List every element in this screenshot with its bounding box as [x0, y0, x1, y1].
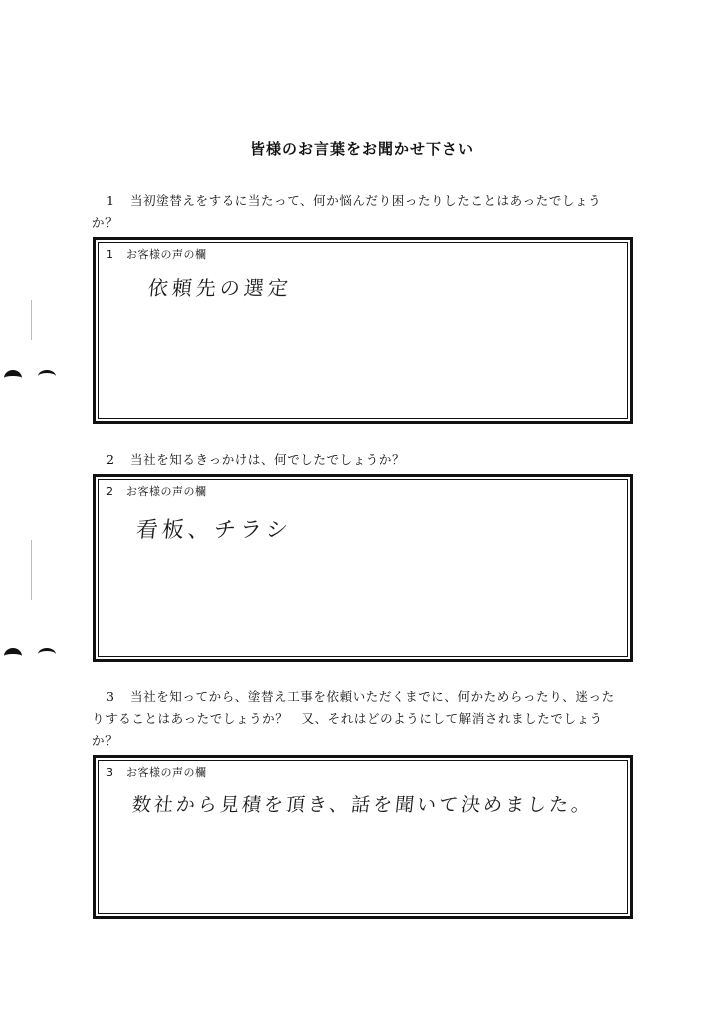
- answer-box-2-number: 2: [106, 485, 114, 498]
- punch-hole-mark-bottom-right: [38, 648, 56, 661]
- scan-artifact-line: [31, 540, 32, 600]
- page-title: 皆様のお言葉をお聞かせ下さい: [249, 140, 474, 158]
- answer-box-1: [93, 237, 633, 424]
- question-1-text: 当初塗替えをするに当たって、何か悩んだり困ったりしたことはあったでしょう: [130, 193, 602, 208]
- punch-hole-mark-bottom-left: [4, 648, 22, 664]
- answer-3-handwritten: 数社から見積を頂き、話を聞いて決めました。: [130, 794, 595, 816]
- answer-box-3: [93, 755, 633, 919]
- punch-hole-mark-top-right: [38, 370, 56, 383]
- scan-artifact-line: [31, 300, 32, 340]
- question-3-text-line-1: 当社を知ってから、塗替え工事を依頼いただくまでに、何かためらったり、迷った: [130, 689, 615, 704]
- answer-box-3-label: [106, 764, 207, 780]
- question-3-line-2: りすることはあったでしょうか？ 又、それはどのようにして解消されましたでしょう: [92, 711, 603, 726]
- answer-box-1-label-text: お客様の声の欄: [126, 248, 207, 261]
- answer-2-handwritten: 看板、チラシ: [134, 518, 294, 543]
- answer-1-handwritten: 依頼先の選定: [146, 276, 294, 300]
- answer-box-3-number: 3: [106, 766, 114, 779]
- answer-box-1-number: 1: [106, 248, 114, 261]
- answer-box-1-label: [106, 246, 207, 262]
- answer-box-2: [93, 474, 633, 662]
- answer-box-2-label: [106, 483, 207, 499]
- question-1: [92, 190, 637, 234]
- punch-hole-mark-top-left: [4, 370, 22, 386]
- question-1-number: 1: [106, 193, 115, 208]
- question-2: [92, 449, 637, 471]
- question-2-number: 2: [106, 452, 115, 467]
- question-1-line-2: か？: [92, 215, 119, 230]
- question-2-text: 当社を知るきっかけは、何でしたでしょうか？: [130, 452, 406, 467]
- answer-box-3-label-text: お客様の声の欄: [126, 766, 207, 779]
- question-3-number: 3: [106, 689, 115, 704]
- question-3-line-1: [92, 686, 637, 708]
- question-3: [92, 686, 637, 752]
- question-2-line-1: [92, 449, 637, 471]
- answer-box-2-label-text: お客様の声の欄: [126, 485, 207, 498]
- question-3-line-3: か？: [92, 733, 119, 748]
- question-1-line-1: [92, 190, 637, 212]
